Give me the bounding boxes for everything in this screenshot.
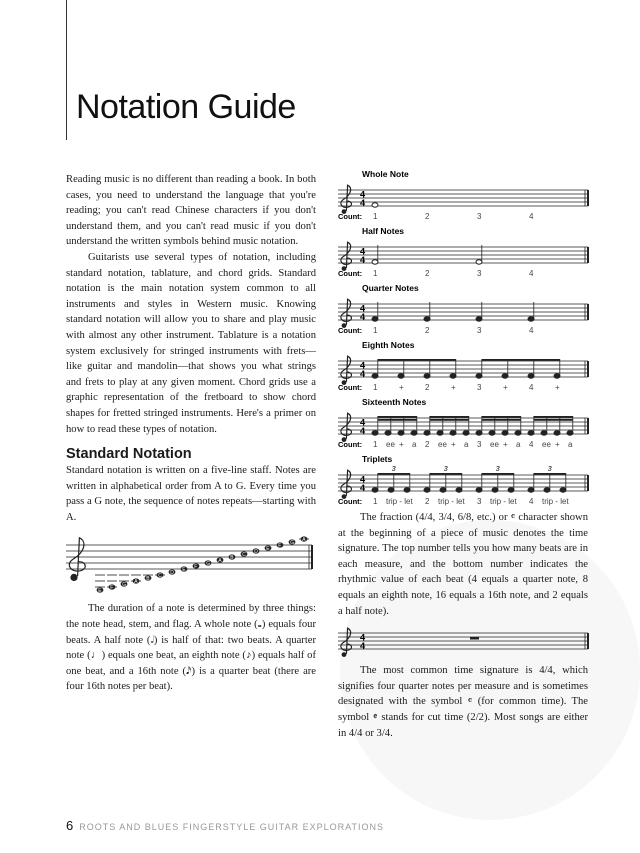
beam	[430, 473, 462, 475]
note-letter: C	[158, 573, 162, 580]
note-letter: G	[206, 561, 211, 568]
note-head	[456, 488, 462, 492]
count-value: 1	[373, 326, 378, 335]
count-value: +	[555, 383, 560, 392]
count-value: 3	[477, 326, 482, 335]
note-head	[463, 431, 469, 435]
note-head	[492, 488, 498, 492]
note-letter: B	[146, 576, 150, 583]
count-label: Count:	[338, 326, 363, 335]
rhythm-title: Triplets	[362, 454, 393, 464]
note-head	[502, 431, 508, 435]
note-head	[404, 488, 410, 492]
beam	[378, 419, 417, 421]
count-value: 2	[425, 497, 430, 506]
note-letter: G	[122, 582, 127, 589]
note-head	[528, 374, 534, 378]
right-column	[330, 168, 600, 741]
count-value: ee	[438, 440, 447, 449]
time-signature-top: 4	[360, 189, 366, 200]
count-value: trip - let	[438, 497, 465, 506]
time-signature-top: 4	[360, 246, 366, 257]
note-letter: F	[110, 585, 114, 592]
time-signature-paragraph: The fraction (4/4, 3/4, 6/8, etc.) or 𝄴 character shown at the beginning of a piece of music denotes the time signature. The top number tells you how many beats are in each measure, and the bottom number indicates the rhythmic value of each beat (4 equals a quarter note, 8 equals an eighth note, 16 equals a 16th note, and 2 equals a half note).	[338, 512, 588, 617]
count-value: 2	[425, 269, 430, 278]
beam	[430, 419, 469, 421]
note-head	[515, 431, 521, 435]
count-value: a	[464, 440, 469, 449]
treble-clef-dot	[342, 652, 347, 657]
count-value: 3	[477, 383, 482, 392]
treble-clef-dot	[70, 574, 77, 581]
whole-rest-staff	[330, 625, 600, 659]
note-letter: E	[266, 546, 270, 553]
intro-paragraph-2: Guitarists use several types of notation, including standard notation, tablature, and chord grids. Standard notation is the main notation system common to all instruments and styles in Western music. Knowing standard notation will allow you to share and play music with almost any other instrument. Tablature is a notation system exclusively for stringed instruments with frets—like guitar and mandolin—that shows you what strings and frets to play at any given moment. Chord grids use a graphic representation of the fretboard to show chord shapes for fretted stringed instruments. Here's a primer on how to read these types of notation.	[66, 251, 316, 435]
beam	[482, 473, 514, 475]
count-value: 2	[425, 383, 430, 392]
left-column	[66, 172, 316, 695]
rhythm-title: Sixteenth Notes	[362, 397, 427, 407]
count-value: 4	[529, 269, 534, 278]
note-head	[450, 374, 456, 378]
note-head	[388, 488, 394, 492]
note-head	[528, 488, 534, 492]
count-value: trip - let	[490, 497, 517, 506]
note-letter: D	[254, 549, 258, 556]
note-head	[502, 374, 508, 378]
count-value: a	[412, 440, 417, 449]
count-value: 1	[373, 383, 378, 392]
note-head	[450, 431, 456, 435]
note-head	[398, 431, 404, 435]
count-value: 4	[529, 383, 534, 392]
note-head	[476, 374, 482, 378]
count-value: a	[568, 440, 573, 449]
note-head	[424, 374, 430, 378]
rhythm-title: Quarter Notes	[362, 283, 419, 293]
time-signature-top: 4	[360, 417, 366, 428]
count-value: 4	[529, 326, 534, 335]
note-letter: E	[182, 567, 186, 574]
note-head	[372, 431, 378, 435]
count-value: 2	[425, 440, 430, 449]
time-signature-bottom: 4	[360, 198, 366, 208]
count-label: Count:	[338, 440, 363, 449]
beam	[482, 416, 521, 418]
note-letter: C	[242, 552, 246, 559]
tuplet-label: 3	[495, 466, 500, 473]
note-head	[554, 374, 560, 378]
count-value: 4	[529, 497, 534, 506]
note-head	[476, 488, 482, 492]
count-value: +	[451, 383, 456, 392]
time-signature-bottom: 4	[360, 369, 366, 379]
beam	[482, 419, 521, 421]
book-title: ROOTS AND BLUES FINGERSTYLE GUITAR EXPLORATIONS	[79, 822, 384, 832]
count-value: ee	[542, 440, 551, 449]
time-signature-bottom: 4	[360, 255, 366, 265]
time-signature-bottom: 4	[360, 312, 366, 322]
count-label: Count:	[338, 497, 363, 506]
count-value: 2	[425, 326, 430, 335]
count-label: Count:	[338, 269, 363, 278]
rhythm-examples	[330, 168, 600, 510]
note-letter: F	[194, 564, 198, 571]
note-letter: G	[290, 540, 295, 547]
count-value: 3	[477, 212, 482, 221]
note-head	[528, 317, 534, 321]
count-value: 3	[477, 269, 482, 278]
note-head	[476, 260, 482, 264]
count-value: 4	[529, 440, 534, 449]
scale-staff	[60, 531, 320, 597]
note-head	[424, 431, 430, 435]
common-time-paragraph: The most common time signature is 4/4, which signifies four quarter notes per measure and is sometimes designated with the symbol 𝄴 (for common time). The symbol 𝄵 stands for cut time (2/2). Most songs are either in 4/4 or 3/4.	[338, 665, 588, 739]
title-rule	[66, 0, 67, 140]
count-value: 2	[425, 212, 430, 221]
note-letter: B	[230, 555, 234, 562]
count-label: Count:	[338, 383, 363, 392]
time-signature-bottom: 4	[360, 426, 366, 436]
time-signature-top: 4	[360, 303, 366, 314]
intro-paragraph-1: Reading music is no different than reading a book. In both cases, you need to understand the language that you're reading; you can't read Chinese characters if you don't understand them, and you can't read music if you don't understand the written symbols behind music notation.	[66, 174, 316, 248]
note-head	[476, 431, 482, 435]
time-signature-top: 4	[360, 632, 366, 643]
note-head	[424, 317, 430, 321]
rhythm-title: Whole Note	[362, 169, 409, 179]
page-title: Notation Guide	[76, 88, 296, 126]
count-value: ee	[386, 440, 395, 449]
note-head	[541, 431, 547, 435]
standard-paragraph: Standard notation is written on a five-line staff. Notes are written in alphabetical order from A to G. Every time you pass a G note, the sequence of notes repeats—starting with A.	[66, 465, 316, 523]
time-signature-top: 4	[360, 474, 366, 485]
count-value: 4	[529, 212, 534, 221]
count-value: 3	[477, 440, 482, 449]
footer	[66, 818, 384, 833]
note-head	[567, 431, 573, 435]
tuplet-label: 3	[391, 466, 396, 473]
note-head	[372, 488, 378, 492]
count-value: +	[399, 440, 404, 449]
tuplet-label: 3	[547, 466, 552, 473]
note-letter: D	[170, 570, 174, 577]
count-value: trip - let	[542, 497, 569, 506]
time-signature-bottom: 4	[360, 641, 366, 652]
count-value: 3	[477, 497, 482, 506]
note-head	[440, 488, 446, 492]
note-letter: F	[278, 543, 282, 550]
count-value: +	[503, 440, 508, 449]
rhythm-title: Eighth Notes	[362, 340, 415, 350]
note-letter: E	[98, 588, 102, 595]
count-value: 1	[373, 212, 378, 221]
time-signature-top: 4	[360, 360, 366, 371]
note-head	[528, 431, 534, 435]
note-head	[544, 488, 550, 492]
note-head	[385, 431, 391, 435]
count-value: 1	[373, 440, 378, 449]
page-number: 6	[66, 818, 74, 833]
whole-rest	[470, 637, 479, 640]
duration-paragraph: The duration of a note is determined by three things: the note head, stem, and flag. A whole note (𝅝) equals four beats. A half note (𝅗𝅥) is half of that: two beats. A quarter note (♩) equals one beat, an eighth note (♪) equals half of one beat, and a 16th note (𝅘𝅥𝅯) is a quarter beat (there are four 16th notes per beat).	[66, 603, 316, 693]
time-signature-bottom: 4	[360, 483, 366, 493]
note-head	[372, 374, 378, 378]
note-head	[424, 488, 430, 492]
note-head	[372, 203, 378, 207]
note-letter: A	[134, 579, 138, 586]
note-head	[372, 260, 378, 264]
beam	[378, 473, 410, 475]
note-letter: A	[302, 537, 306, 544]
count-label: Count:	[338, 212, 363, 221]
note-head	[560, 488, 566, 492]
count-value: +	[555, 440, 560, 449]
count-value: +	[503, 383, 508, 392]
beam	[378, 416, 417, 418]
note-head	[489, 431, 495, 435]
section-heading: Standard Notation	[66, 446, 192, 463]
tuplet-label: 3	[443, 466, 448, 473]
note-head	[411, 431, 417, 435]
count-value: +	[451, 440, 456, 449]
count-value: ee	[490, 440, 499, 449]
beam	[534, 419, 573, 421]
beam	[534, 416, 573, 418]
count-value: 1	[373, 497, 378, 506]
note-head	[437, 431, 443, 435]
count-value: +	[399, 383, 404, 392]
note-head	[372, 317, 378, 321]
note-head	[476, 317, 482, 321]
beam	[534, 473, 566, 475]
note-letter: A	[218, 558, 222, 565]
count-value: a	[516, 440, 521, 449]
note-head	[508, 488, 514, 492]
beam	[430, 416, 469, 418]
beam	[482, 359, 560, 361]
rhythm-title: Half Notes	[362, 226, 405, 236]
count-value: 1	[373, 269, 378, 278]
count-value: trip - let	[386, 497, 413, 506]
beam	[378, 359, 456, 361]
note-head	[398, 374, 404, 378]
note-head	[554, 431, 560, 435]
